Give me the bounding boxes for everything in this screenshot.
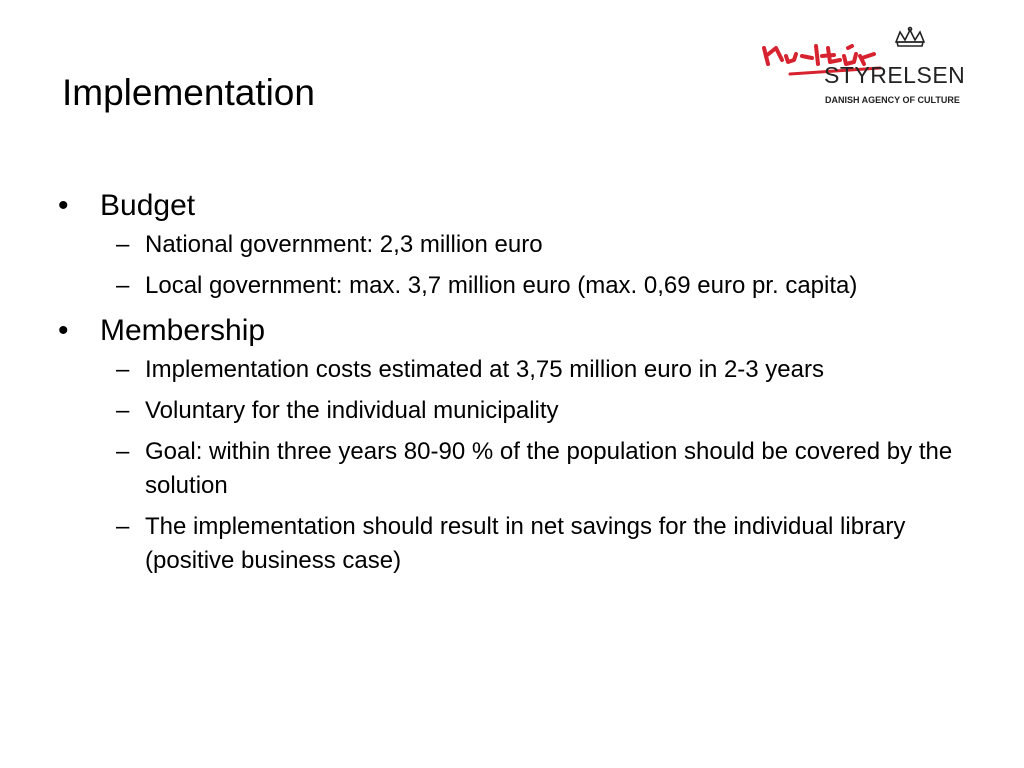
bullet-marker: • — [58, 314, 69, 347]
bullet-budget — [58, 188, 978, 303]
sub-bullet-item — [100, 435, 978, 503]
dash-marker: – — [116, 231, 130, 258]
dash-marker: – — [116, 438, 130, 465]
slide-title: Implementation — [62, 72, 315, 113]
logo-brand-text: STYRELSEN — [824, 62, 966, 88]
logo-subtitle: DANISH AGENCY OF CULTURE — [825, 95, 960, 105]
dash-marker: – — [116, 356, 130, 383]
kulturstyrelsen-logo — [760, 26, 980, 116]
sub-bullet-list — [100, 228, 978, 303]
bullet-text: Membership — [100, 314, 266, 347]
sub-bullet-item — [100, 394, 978, 428]
dash-marker: – — [116, 397, 130, 424]
sub-bullet-item — [100, 510, 978, 578]
sub-bullet-text: Voluntary for the individual municipality — [145, 397, 559, 424]
sub-bullet-list — [100, 353, 978, 578]
sub-bullet-text: National government: 2,3 million euro — [145, 231, 543, 258]
bullet-text: Budget — [100, 189, 196, 222]
dash-marker: – — [116, 272, 130, 299]
sub-bullet-item — [100, 353, 978, 387]
crown-icon — [896, 28, 924, 47]
sub-bullet-item — [100, 228, 978, 262]
sub-bullet-text: Local government: max. 3,7 million euro (max. 0,69 euro pr. capita) — [145, 272, 858, 299]
bullet-membership — [58, 313, 978, 578]
sub-bullet-text: The implementation should result in net savings for the individual library (positive business case) — [145, 513, 906, 574]
bullet-marker: • — [58, 189, 69, 222]
bullet-list — [58, 188, 978, 588]
sub-bullet-item — [100, 269, 978, 303]
sub-bullet-text: Implementation costs estimated at 3,75 million euro in 2-3 years — [145, 356, 824, 383]
dash-marker: – — [116, 513, 130, 540]
sub-bullet-text: Goal: within three years 80-90 % of the population should be covered by the solution — [145, 438, 953, 499]
